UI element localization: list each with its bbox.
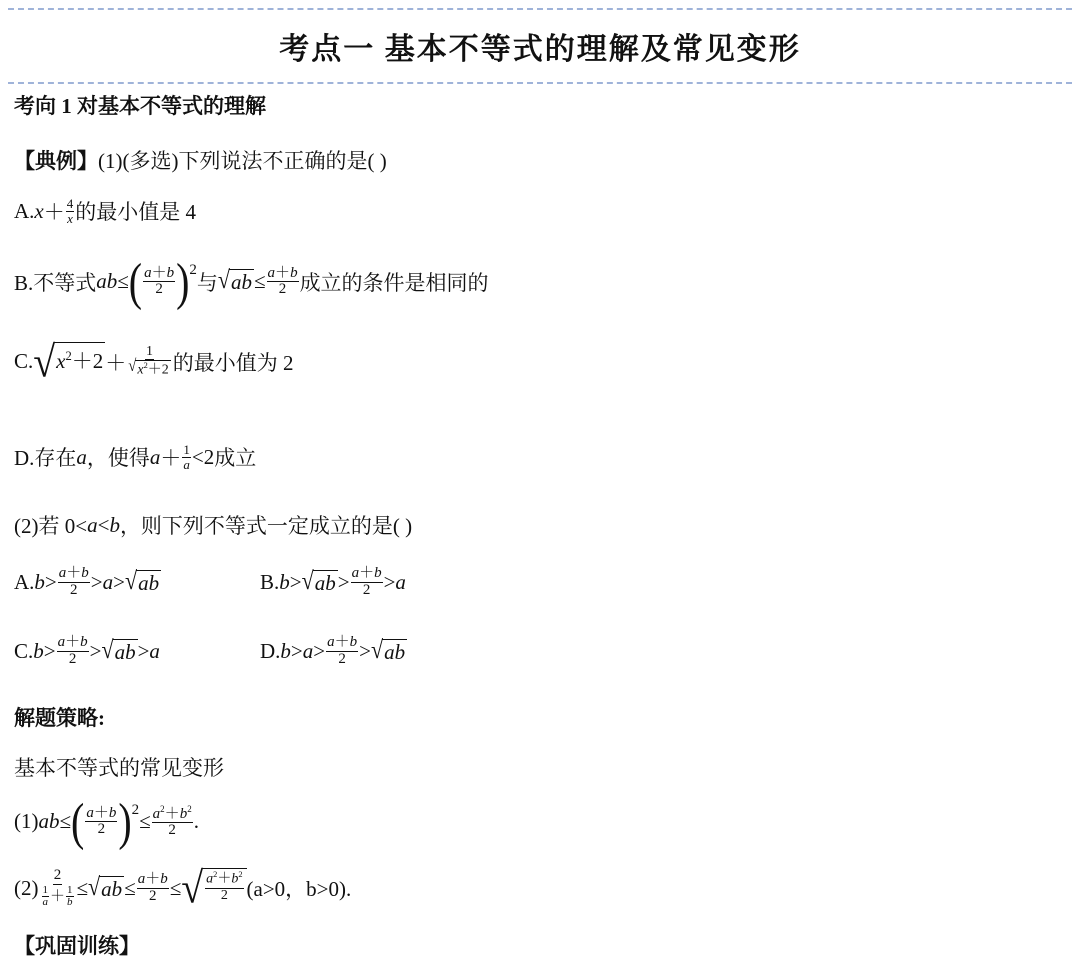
- fraction: $\frac{a+b}{2}$: [137, 871, 168, 904]
- section-heading: 考向 1 对基本不等式的理解: [14, 94, 266, 118]
- q2-options-row-2: [14, 635, 407, 668]
- option-b: B.不等式 ab ≤ ( $\frac{a+b}{2}$ ) $^2$ 与 √ ab ≤ $\frac{a+b}{2}$ 成立的条件是相同的: [14, 252, 489, 311]
- fraction: $\frac{a+b}{2}$: [351, 565, 382, 598]
- question-2-stem: (2)若 0< a < b ，则下列不等式一定成立的是( ): [14, 512, 413, 538]
- fraction: $\frac{a+b}{2}$: [327, 634, 358, 667]
- fraction: 1 √ $x^2+2$: [128, 343, 169, 379]
- sqrt: √ $\frac{a^2+b^2}{2}$: [181, 868, 246, 908]
- sqrt: √ $x^2+2$: [33, 336, 104, 387]
- top-dashed-rule: [8, 8, 1072, 10]
- fraction: $\frac{a+b}{2}$: [58, 565, 89, 598]
- q2-option-c: C. b > $\frac{a+b}{2}$ > √ ab > a: [14, 634, 160, 667]
- formula-1: (1) ab ≤ ( $\frac{a+b}{2}$ ) $^2$ ≤ $\frac{a^2+b^2}{2}$ .: [14, 792, 199, 851]
- fraction: $\frac{a^2+b^2}{2}$: [152, 803, 192, 839]
- fraction: $\frac{a+b}{2}$: [86, 804, 117, 838]
- fraction: $\frac{4}{x}$: [66, 195, 74, 226]
- fraction: $\frac{a+b}{2}$: [267, 264, 298, 298]
- fraction: $\frac{a+b}{2}$: [144, 264, 175, 298]
- fraction: $\frac{1}{a}$: [183, 441, 190, 472]
- q2-options-row-1: [14, 566, 406, 599]
- question-1-stem: [14, 145, 387, 175]
- formula-2: (2) 2 $\frac{1}{a}$ ＋ $\frac{1}{b}$ ≤ √ ab ≤ $\frac{a+b}{2}$ ≤ √ $\frac{a^2+b^2}{2}$ (a>0，b>0).: [14, 863, 352, 913]
- title-dashed-rule: [8, 82, 1072, 84]
- fraction: $\frac{a+b}{2}$: [57, 634, 88, 667]
- practice-heading: 【巩固训练】: [14, 934, 140, 958]
- example-tag: 【典例】: [14, 149, 98, 173]
- sqrt: √ ab: [217, 265, 253, 295]
- option-a: A. x ＋ $\frac{4}{x}$ 的最小值是 4: [14, 195, 196, 226]
- option-d: D.存在 a ，使得 a ＋ $\frac{1}{a}$ <2 成立: [14, 441, 257, 472]
- strategy-heading: 解题策略:: [14, 706, 105, 730]
- question-1-text: (1)(多选)下列说法不正确的是( ): [98, 149, 387, 173]
- strategy-subheading: 基本不等式的常见变形: [14, 756, 224, 780]
- option-c: C. √ $x^2+2$ ＋ 1 √ $x^2+2$ 的最小值为 2: [14, 336, 294, 387]
- q2-option-d: D. b > a > $\frac{a+b}{2}$ > √ ab: [260, 634, 406, 667]
- q2-option-b: B. b > √ ab > $\frac{a+b}{2}$ > a: [260, 565, 406, 598]
- q2-option-a: A. b > $\frac{a+b}{2}$ > a > √ ab: [14, 565, 160, 598]
- fraction: 2 $\frac{1}{a}$ ＋ $\frac{1}{b}$: [42, 867, 73, 909]
- page-title: 考点一 基本不等式的理解及常见变形: [279, 33, 801, 66]
